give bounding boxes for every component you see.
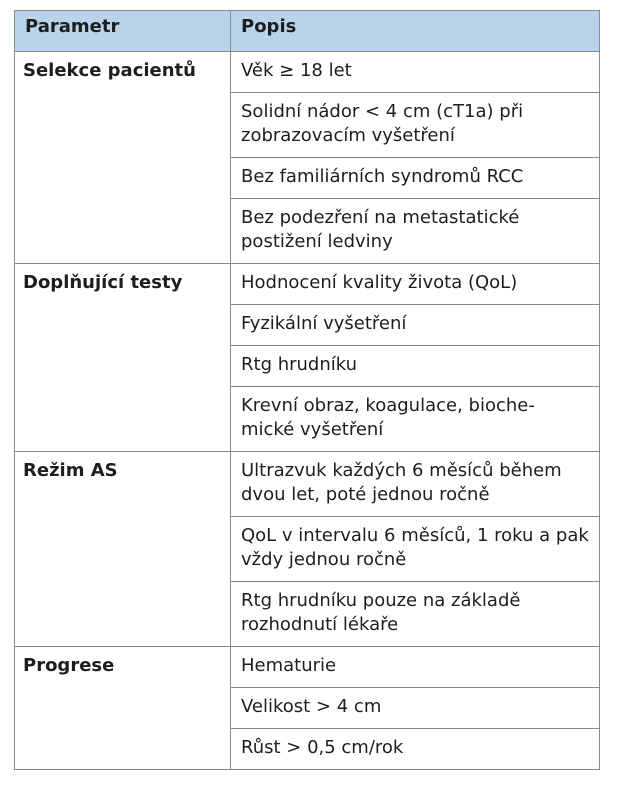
table-row — [15, 647, 600, 688]
description-cell — [231, 199, 600, 264]
table-row — [15, 264, 600, 305]
header-parametr: Parametr — [15, 11, 231, 52]
header-popis: Popis — [231, 11, 600, 52]
description-cell — [231, 582, 600, 647]
surveillance-table — [14, 10, 600, 770]
table-row — [15, 452, 600, 517]
description-cell: Růst > 0,5 cm/rok — [231, 729, 600, 770]
description-cell: Hodnocení kvality života (QoL) — [231, 264, 600, 305]
table-header-row — [15, 11, 600, 52]
description-text: Ultrazvuk každých 6 měsíců během dvou let, poté jednou ročně — [241, 460, 562, 505]
description-cell — [231, 387, 600, 452]
description-cell: Věk ≥ 18 let — [231, 52, 600, 93]
table-row — [15, 52, 600, 93]
parameter-cell: Progrese — [15, 647, 231, 770]
description-text: QoL v intervalu 6 měsíců, 1 roku a pak vždy jednou ročně — [241, 525, 589, 570]
description-cell: Velikost > 4 cm — [231, 688, 600, 729]
description-text: Bez podezření na metastatické postižení ledviny — [241, 207, 520, 252]
parameter-cell: Režim AS — [15, 452, 231, 647]
description-cell — [231, 517, 600, 582]
description-cell: Rtg hrudníku — [231, 346, 600, 387]
description-text: Solidní nádor < 4 cm (cT1a) při zobrazovacím vyšetření — [241, 101, 524, 146]
parameter-cell: Selekce pacientů — [15, 52, 231, 264]
description-cell: Bez familiárních syndromů RCC — [231, 158, 600, 199]
description-cell — [231, 93, 600, 158]
description-cell: Hematurie — [231, 647, 600, 688]
description-cell — [231, 452, 600, 517]
parameter-cell: Doplňující testy — [15, 264, 231, 452]
description-text: Krevní obraz, koagulace, bioche-mické vyšetření — [241, 395, 535, 440]
description-text: Rtg hrudníku pouze na základě rozhodnutí lékaře — [241, 590, 521, 635]
description-cell: Fyzikální vyšetření — [231, 305, 600, 346]
